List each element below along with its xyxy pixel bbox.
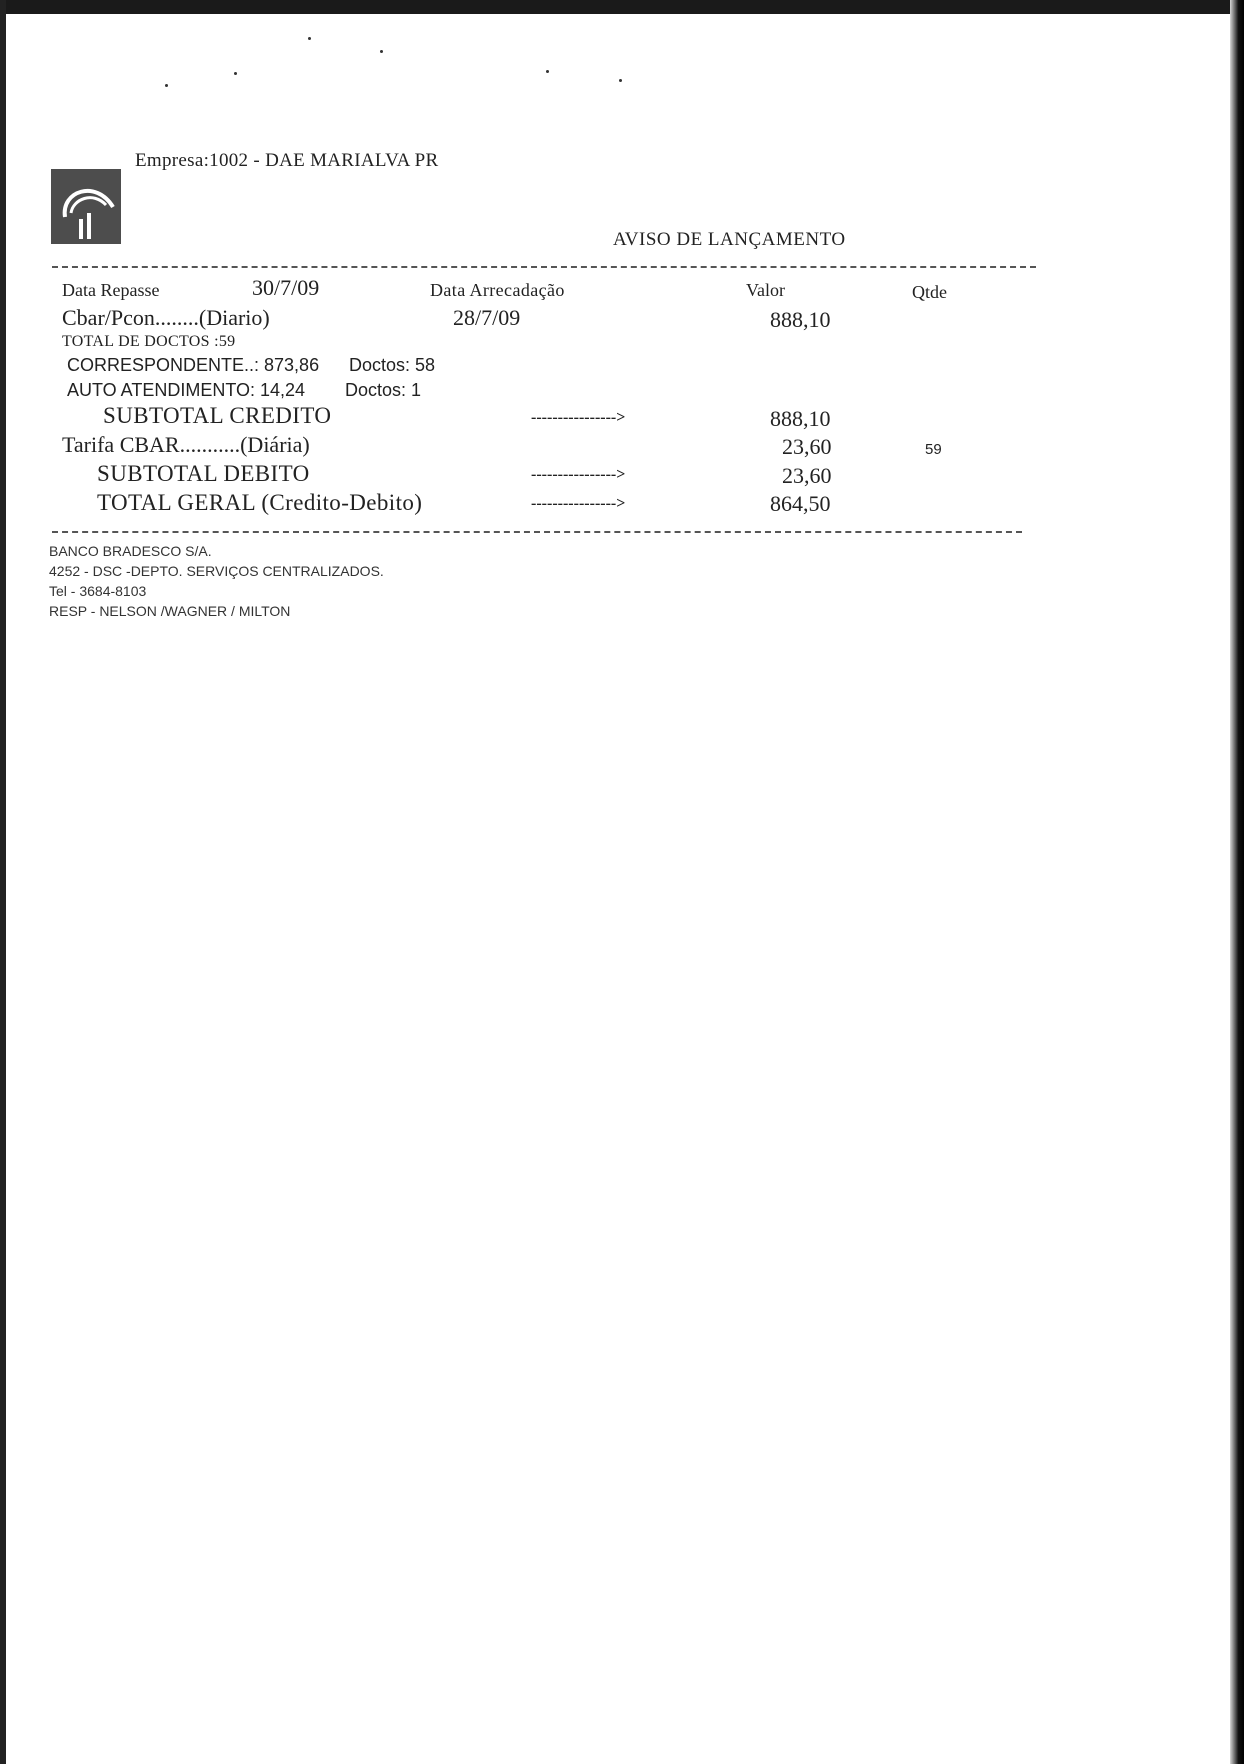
cbar-value: 888,10 <box>770 307 831 332</box>
correspondente-label: CORRESPONDENTE..: 873,86 <box>67 355 320 375</box>
correspondente-doctos: Doctos: 58 <box>349 355 436 375</box>
scan-top-border <box>0 0 1244 14</box>
bradesco-logo-icon <box>51 169 121 244</box>
footer-bank: BANCO BRADESCO S/A. <box>49 543 212 559</box>
footer-resp: RESP - NELSON /WAGNER / MILTON <box>49 603 291 619</box>
auto-atendimento-doctos: Doctos: 1 <box>345 380 422 400</box>
scan-left-border <box>0 0 6 1764</box>
tarifa-qtde: 59 <box>925 441 942 458</box>
tarifa-label: Tarifa CBAR...........(Diária) <box>62 432 310 457</box>
valor-label: Valor <box>746 280 785 300</box>
document-title: AVISO DE LANÇAMENTO <box>613 229 846 250</box>
cbar-label: Cbar/Pcon........(Diario) <box>62 305 270 330</box>
tarifa-value: 23,60 <box>782 434 832 459</box>
scan-speck <box>546 70 549 73</box>
scan-speck <box>619 79 622 82</box>
data-arrecadacao-label: Data Arrecadação <box>430 280 565 300</box>
footer-dept: 4252 - DSC -DEPTO. SERVIÇOS CENTRALIZADOS. <box>49 563 384 579</box>
cbar-date: 28/7/09 <box>453 305 521 330</box>
separator-top <box>52 266 1036 268</box>
total-geral-label: TOTAL GERAL (Credito-Debito) <box>97 490 423 515</box>
subtotal-credito-label: SUBTOTAL CREDITO <box>103 403 332 428</box>
separator-bottom <box>52 531 1022 533</box>
bradesco-logo <box>51 169 121 244</box>
subtotal-debito-arrow: ----------------> <box>531 466 626 483</box>
scan-speck <box>380 50 383 53</box>
subtotal-credito-value: 888,10 <box>770 406 831 431</box>
scan-right-border <box>1230 0 1244 1764</box>
empresa-label: Empresa:1002 - DAE MARIALVA PR <box>135 150 439 171</box>
subtotal-debito-value: 23,60 <box>782 463 832 488</box>
total-geral-arrow: ----------------> <box>531 495 626 512</box>
data-repasse-label: Data Repasse <box>62 280 160 300</box>
scan-speck <box>234 72 237 75</box>
total-doctos: TOTAL DE DOCTOS :59 <box>62 333 236 350</box>
auto-atendimento-label: AUTO ATENDIMENTO: 14,24 <box>67 380 306 400</box>
subtotal-debito-label: SUBTOTAL DEBITO <box>97 461 310 486</box>
subtotal-credito-arrow: ----------------> <box>531 409 626 426</box>
footer-phone: Tel - 3684-8103 <box>49 583 147 599</box>
data-repasse-value: 30/7/09 <box>252 275 320 300</box>
total-geral-value: 864,50 <box>770 491 831 516</box>
qtde-label: Qtde <box>912 282 947 302</box>
scan-speck <box>165 84 168 87</box>
scan-speck <box>308 37 311 40</box>
